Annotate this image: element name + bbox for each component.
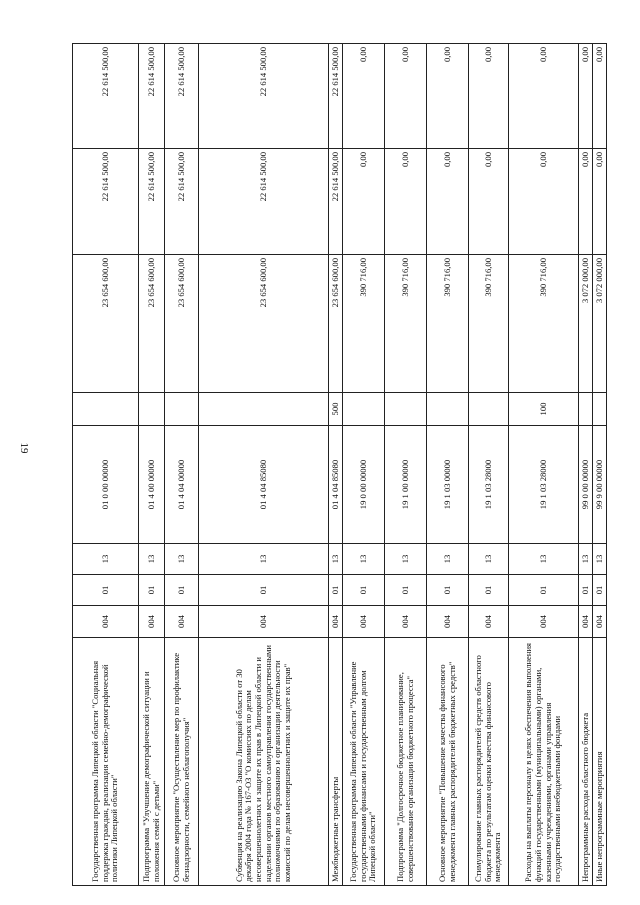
cell-vr — [427, 393, 469, 426]
budget-table — [72, 43, 607, 886]
cell-vr — [165, 393, 199, 426]
table-row — [427, 44, 469, 886]
cell-vr — [73, 393, 139, 426]
cell-sum-1: 390 716,00 — [427, 255, 469, 393]
cell-sum-1: 390 716,00 — [509, 255, 579, 393]
cell-sum-2: 0,00 — [579, 149, 593, 255]
cell-sum-1: 23 654 600,00 — [73, 255, 139, 393]
cell-name: Иные непрограммные мероприятия — [593, 638, 607, 886]
rotated-page — [72, 44, 604, 886]
cell-csr: 01 4 04 00000 — [165, 426, 199, 544]
cell-csr: 99 0 00 00000 — [579, 426, 593, 544]
cell-vedomstvo: 004 — [509, 606, 579, 638]
cell-sum-1: 390 716,00 — [385, 255, 427, 393]
cell-name: Подпрограмма "Улучшение демографической ситуации и положения семей с детьми" — [139, 638, 165, 886]
cell-podrazdel: 13 — [199, 544, 329, 575]
cell-sum-2: 0,00 — [343, 149, 385, 255]
table-row — [329, 44, 343, 886]
table-row — [469, 44, 509, 886]
cell-sum-3: 22 614 500,00 — [73, 44, 139, 149]
table-row — [73, 44, 139, 886]
cell-razdel: 01 — [427, 575, 469, 606]
cell-razdel: 01 — [199, 575, 329, 606]
cell-vedomstvo: 004 — [579, 606, 593, 638]
cell-sum-3: 0,00 — [579, 44, 593, 149]
cell-vr — [139, 393, 165, 426]
cell-csr: 01 4 04 85080 — [329, 426, 343, 544]
cell-razdel: 01 — [593, 575, 607, 606]
cell-sum-3: 0,00 — [427, 44, 469, 149]
cell-name: Расходы на выплаты персоналу в целях обеспечения выполнения функций государственными (муниципальными) органами, казенными учреждениями, органами управления государственными внебюджетными фондами — [509, 638, 579, 886]
cell-vr — [469, 393, 509, 426]
cell-razdel: 01 — [329, 575, 343, 606]
cell-podrazdel: 13 — [469, 544, 509, 575]
cell-sum-1: 390 716,00 — [343, 255, 385, 393]
cell-sum-2: 0,00 — [593, 149, 607, 255]
cell-vedomstvo: 004 — [385, 606, 427, 638]
cell-name: Основное мероприятие "Осуществление мер по профилактике безнадзорности, семейного неблагополучия" — [165, 638, 199, 886]
cell-name: Субвенция на реализацию Закона Липецкой области от 30 декабря 2004 года № 167-ОЗ "О комиссиях по делам несовершеннолетних и защите их прав в Липецкой области и наделении органов местного самоуправления государственными полномочиями по образованию и организации деятельности комиссий по делам несовершеннолетних и защите их прав" — [199, 638, 329, 886]
cell-sum-2: 22 614 500,00 — [199, 149, 329, 255]
cell-sum-2: 0,00 — [385, 149, 427, 255]
table-container — [72, 44, 604, 886]
cell-sum-1: 23 654 600,00 — [165, 255, 199, 393]
cell-podrazdel: 13 — [343, 544, 385, 575]
cell-sum-2: 22 614 500,00 — [329, 149, 343, 255]
cell-sum-1: 3 072 000,00 — [579, 255, 593, 393]
cell-podrazdel: 13 — [165, 544, 199, 575]
cell-sum-1: 23 654 600,00 — [199, 255, 329, 393]
cell-sum-2: 22 614 500,00 — [139, 149, 165, 255]
cell-sum-2: 0,00 — [427, 149, 469, 255]
cell-vr — [343, 393, 385, 426]
cell-csr: 19 1 03 28000 — [469, 426, 509, 544]
cell-csr: 19 1 03 28000 — [509, 426, 579, 544]
table-row — [165, 44, 199, 886]
cell-razdel: 01 — [343, 575, 385, 606]
cell-vedomstvo: 004 — [329, 606, 343, 638]
table-row — [343, 44, 385, 886]
cell-podrazdel: 13 — [509, 544, 579, 575]
cell-vedomstvo: 004 — [593, 606, 607, 638]
cell-sum-3: 0,00 — [385, 44, 427, 149]
cell-sum-1: 23 654 600,00 — [139, 255, 165, 393]
cell-podrazdel: 13 — [593, 544, 607, 575]
cell-sum-2: 0,00 — [509, 149, 579, 255]
cell-sum-3: 22 614 500,00 — [329, 44, 343, 149]
cell-csr: 19 0 00 00000 — [343, 426, 385, 544]
cell-sum-2: 22 614 500,00 — [165, 149, 199, 255]
cell-vr — [199, 393, 329, 426]
cell-vr: 500 — [329, 393, 343, 426]
cell-razdel: 01 — [579, 575, 593, 606]
cell-name: Подпрограмма "Долгосрочное бюджетное планирование, совершенствование организации бюджетного процесса" — [385, 638, 427, 886]
cell-name: Стимулирование главных распорядителей средств областного бюджета по результатам оценки качества финансового менеджмента — [469, 638, 509, 886]
page-number: 19 — [18, 442, 30, 454]
cell-vedomstvo: 004 — [139, 606, 165, 638]
cell-vedomstvo: 004 — [343, 606, 385, 638]
cell-razdel: 01 — [469, 575, 509, 606]
table-row — [139, 44, 165, 886]
cell-csr: 19 1 00 00000 — [385, 426, 427, 544]
cell-razdel: 01 — [165, 575, 199, 606]
cell-podrazdel: 13 — [73, 544, 139, 575]
cell-sum-3: 0,00 — [343, 44, 385, 149]
cell-podrazdel: 13 — [427, 544, 469, 575]
cell-sum-1: 23 654 600,00 — [329, 255, 343, 393]
cell-sum-3: 0,00 — [469, 44, 509, 149]
cell-vedomstvo: 004 — [427, 606, 469, 638]
cell-sum-1: 390 716,00 — [469, 255, 509, 393]
table-row — [579, 44, 593, 886]
cell-vedomstvo: 004 — [199, 606, 329, 638]
cell-vr — [385, 393, 427, 426]
cell-name: Государственная программа Липецкой области "Социальная поддержка граждан, реализация семейно-демографической политики Липецкой области" — [73, 638, 139, 886]
cell-sum-1: 3 072 000,00 — [593, 255, 607, 393]
cell-sum-3: 0,00 — [593, 44, 607, 149]
cell-vr: 100 — [509, 393, 579, 426]
cell-name: Основное мероприятие "Повышение качества финансового менеджмента главных распорядителей бюджетных средств" — [427, 638, 469, 886]
cell-name: Непрограммные расходы областного бюджета — [579, 638, 593, 886]
cell-csr: 01 4 04 85080 — [199, 426, 329, 544]
table-row — [509, 44, 579, 886]
cell-csr: 99 9 00 00000 — [593, 426, 607, 544]
cell-razdel: 01 — [139, 575, 165, 606]
cell-name: Межбюджетные трансферты — [329, 638, 343, 886]
cell-podrazdel: 13 — [579, 544, 593, 575]
cell-podrazdel: 13 — [139, 544, 165, 575]
table-row — [199, 44, 329, 886]
table-body — [73, 44, 607, 886]
cell-podrazdel: 13 — [329, 544, 343, 575]
cell-razdel: 01 — [385, 575, 427, 606]
cell-csr: 01 0 00 00000 — [73, 426, 139, 544]
cell-vedomstvo: 004 — [469, 606, 509, 638]
cell-razdel: 01 — [509, 575, 579, 606]
cell-sum-2: 0,00 — [469, 149, 509, 255]
cell-sum-3: 22 614 500,00 — [139, 44, 165, 149]
table-row — [385, 44, 427, 886]
cell-podrazdel: 13 — [385, 544, 427, 575]
cell-razdel: 01 — [73, 575, 139, 606]
cell-vr — [593, 393, 607, 426]
table-row — [593, 44, 607, 886]
cell-csr: 19 1 03 00000 — [427, 426, 469, 544]
cell-csr: 01 4 00 00000 — [139, 426, 165, 544]
cell-sum-3: 0,00 — [509, 44, 579, 149]
cell-sum-2: 22 614 500,00 — [73, 149, 139, 255]
cell-name: Государственная программа Липецкой области "Управление государственными финансами и государственным долгом Липецкой области" — [343, 638, 385, 886]
cell-sum-3: 22 614 500,00 — [165, 44, 199, 149]
cell-vedomstvo: 004 — [165, 606, 199, 638]
cell-vr — [579, 393, 593, 426]
cell-vedomstvo: 004 — [73, 606, 139, 638]
cell-sum-3: 22 614 500,00 — [199, 44, 329, 149]
